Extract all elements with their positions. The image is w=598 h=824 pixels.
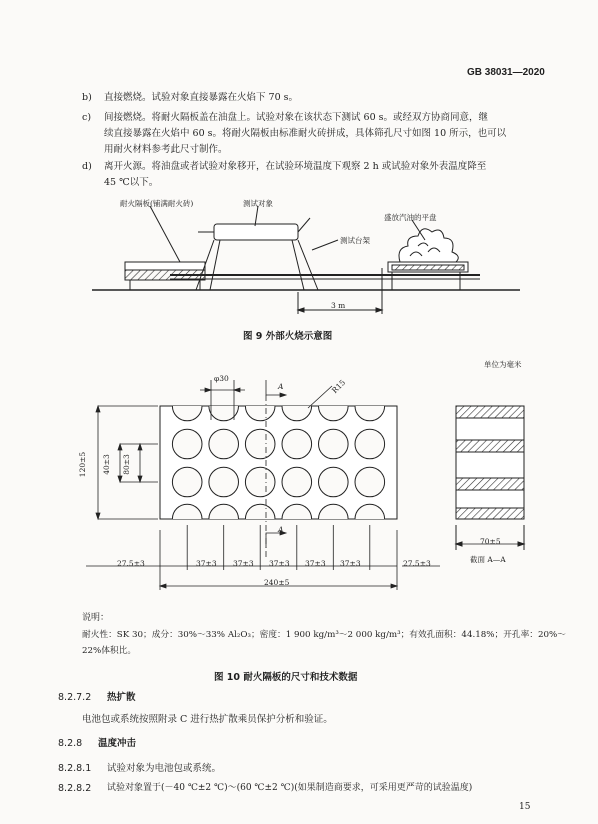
figure-10-caption: 图 10 耐火隔板的尺寸和技术数据 [214,672,358,683]
section-number-8-2-8-1: 8.2.8.1 [58,763,92,774]
unit-note: 单位为毫米 [484,360,522,369]
label-test-object: 测试对象 [243,199,273,208]
page-number: 15 [519,802,531,812]
dim-edge-right: 27.5±3 [403,559,431,568]
hole [319,391,349,421]
hole [209,467,239,497]
hole [355,391,385,421]
dim-hole-diameter: φ30 [214,374,229,383]
section-number-8-2-7-2: 8.2.7.2 [58,692,92,703]
figure-9-caption: 图 9 外部火烧示意图 [243,331,333,342]
section-mark-top: A [278,382,284,391]
list-marker-c: c) [82,112,92,123]
hole [355,467,385,497]
list-marker-b: b) [82,92,92,103]
note-line-1: 耐火性：SK 30；成分：30%～33% Al₂O₃；密度：1 900 kg/m³～2 000 kg/m³；有效孔面积：44.18%；开孔率：20%～ [82,630,566,640]
list-item-b-text: 直接燃烧。试验对象直接暴露在火焰下 70 s。 [104,92,299,103]
dim-radius: R15 [330,377,348,396]
dim-pitch-4: 37±3 [305,559,326,568]
dim-width-total: 240±5 [264,578,290,587]
hole [245,429,275,459]
section-body-8-2-8-1: 试验对象为电池包或系统。 [107,763,222,774]
hole [319,467,349,497]
standard-number: GB 38031—2020 [467,67,545,78]
hole [355,429,385,459]
list-item-c-line1: 间接燃烧。将耐火隔板盖在油盘上。试验对象在该状态下测试 60 s。或经双方协商同意，继 [104,112,489,123]
note-line-2: 22%体积比。 [82,646,137,656]
dim-edge-left: 27.5±3 [117,559,145,568]
dim-thickness: 70±5 [480,537,501,546]
section-aa-label: 截面 A—A [470,555,506,564]
hole [245,467,275,497]
hole [319,429,349,459]
hole [282,429,312,459]
list-item-c-line2: 续直接暴露在火焰中 60 s。将耐火隔板由标准耐火砖拼成，具体筛孔尺寸如图 10 所示，也可以 [104,128,507,139]
section-number-8-2-8: 8.2.8 [58,738,83,749]
label-gasoline-pan: 盛放汽油的平盘 [384,213,437,222]
section-body-8-2-8-2: 试验对象置于(－40 ℃±2 ℃)～(60 ℃±2 ℃)(如果制造商要求，可采用更严苛的试验温度) [107,783,473,793]
label-distance: 3 m [331,301,346,310]
note-title: 说明： [82,613,110,623]
label-fire-plate: 耐火隔板(铺满耐火砖) [120,199,194,208]
list-item-c-line3: 用耐火材料参考此尺寸制作。 [104,144,228,155]
section-title-thermal-propagation: 热扩散 [107,692,136,703]
dim-pitch-3: 37±3 [269,559,290,568]
hole [172,429,202,459]
label-test-stand: 测试台架 [340,236,370,245]
dim-height-total: 120±5 [78,451,88,478]
hole [209,429,239,459]
section-title-thermal-shock: 温度冲击 [98,738,137,749]
hole [282,467,312,497]
dim-pitch-1: 37±3 [196,559,217,568]
list-item-d-line1: 离开火源。将油盘或者试验对象移开，在试验环境温度下观察 2 h 或试验对象外表温度降至 [104,161,487,172]
dim-height-pitch: 40±3 [101,454,111,475]
dim-pitch-5: 37±3 [340,559,361,568]
list-marker-d: d) [82,161,92,172]
hole [172,467,202,497]
hole [245,391,275,421]
dim-pitch-2: 37±3 [233,559,254,568]
dim-half-pitch: 80±3 [121,454,131,475]
section-number-8-2-8-2: 8.2.8.2 [58,783,92,794]
section-body-thermal-propagation: 电池包或系统按照附录 C 进行热扩散乘员保护分析和验证。 [82,714,333,725]
hole [172,391,202,421]
hole [282,391,312,421]
section-mark-bottom: A [278,525,284,534]
list-item-d-line2: 45 ℃以下。 [104,177,159,188]
